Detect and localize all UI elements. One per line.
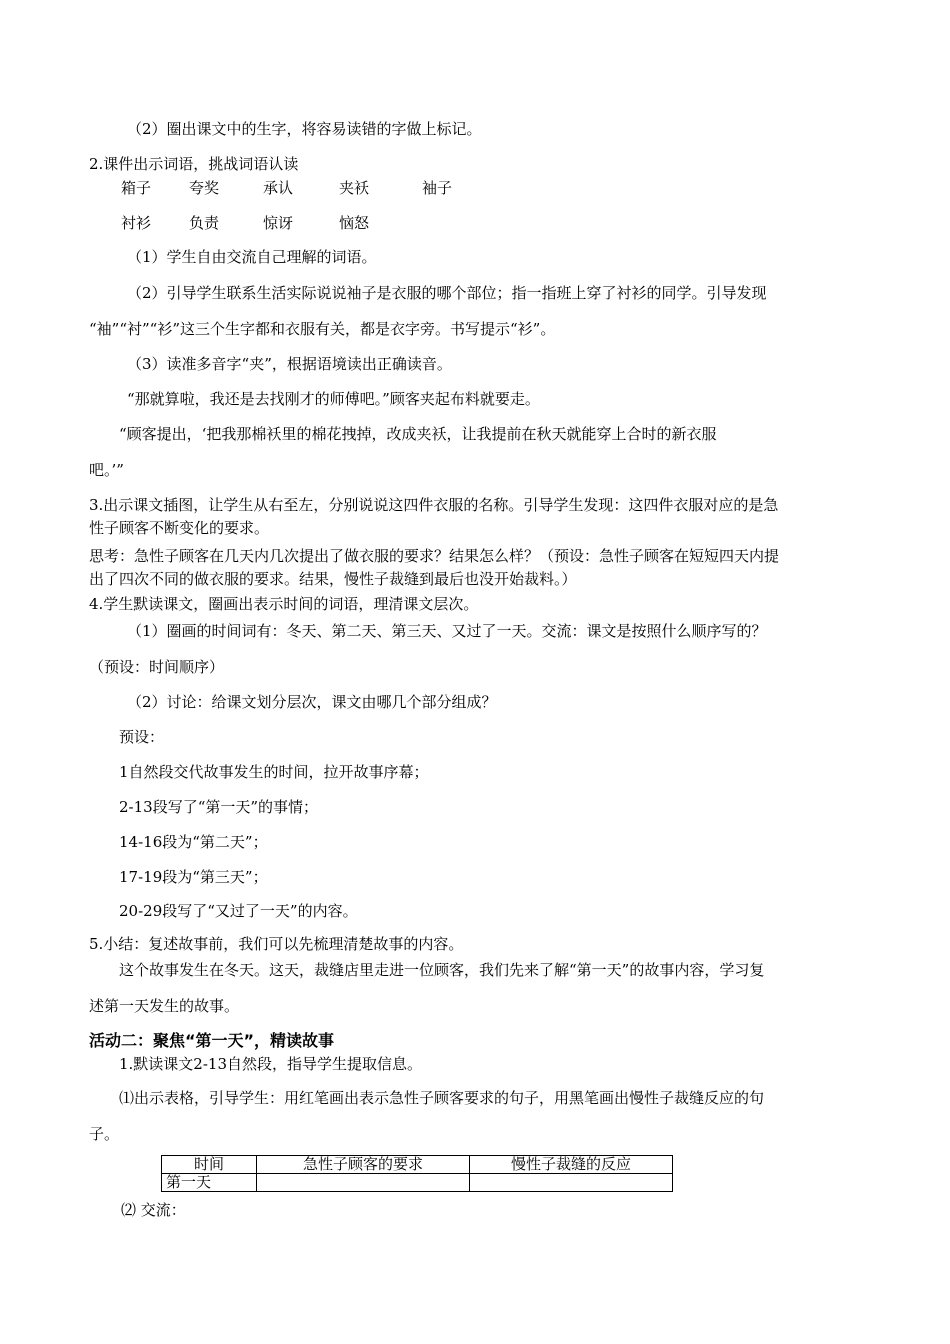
word: 衬衫	[121, 214, 152, 232]
text-line: 17-19段为“第三天”；	[119, 868, 268, 886]
text-line: 出了四次不同的做衣服的要求。结果，慢性子裁缝到最后也没开始裁料。）	[89, 570, 577, 588]
word: 箱子	[121, 179, 152, 197]
table-header-cell: 慢性子裁缝的反应	[470, 1156, 673, 1174]
word: 夸奖	[189, 179, 220, 197]
text-line: 思考：急性子顾客在几天内几次提出了做衣服的要求？结果怎么样？（预设：急性子顾客在短短四天内提	[89, 547, 780, 565]
record-table	[161, 1155, 673, 1192]
text-line: ⑴出示表格，引导学生：用红笔画出表示急性子顾客要求的句子，用黑笔画出慢性子裁缝反应的句	[119, 1089, 765, 1107]
word: 承认	[263, 179, 294, 197]
table-row	[162, 1174, 673, 1192]
text-line: ⑵ 交流：	[121, 1201, 186, 1219]
text-line: 3.出示课文插图，让学生从右至左，分别说说这四件衣服的名称。引导学生发现：这四件衣服对应的是急	[89, 496, 779, 514]
section-heading: 活动二：聚焦“第一天”，精读故事	[89, 1031, 335, 1050]
text-line: 2.课件出示词语，挑战词语认读	[89, 155, 299, 173]
text-line: （1）圈画的时间词有：冬天、第二天、第三天、又过了一天。交流：课文是按照什么顺序写的？	[127, 622, 767, 640]
text-line: 2-13段写了“第一天”的事情；	[119, 798, 319, 816]
text-line: 1自然段交代故事发生的时间，拉开故事序幕；	[119, 763, 429, 781]
text-line: 吧。’”	[89, 461, 124, 479]
word: 夹袄	[339, 179, 370, 197]
text-line: 这个故事发生在冬天。这天，裁缝店里走进一位顾客，我们先来了解“第一天”的故事内容，学习复	[119, 961, 765, 979]
text-line: “那就算啦，我还是去找刚才的师傅吧。”顾客夹起布料就要走。	[127, 390, 540, 408]
text-line: （3）读准多音字“夹”，根据语境读出正确读音。	[127, 355, 452, 373]
table-cell	[257, 1174, 470, 1192]
text-line: 5.小结：复述故事前，我们可以先梳理清楚故事的内容。	[89, 935, 464, 953]
table-cell: 第一天	[162, 1174, 257, 1192]
word: 袖子	[422, 179, 453, 197]
table-header-row	[162, 1156, 673, 1174]
text-line: （预设：时间顺序）	[89, 658, 225, 676]
text-line: 述第一天发生的故事。	[89, 997, 240, 1015]
text-line: （2）引导学生联系生活实际说说袖子是衣服的哪个部位；指一指班上穿了衬衫的同学。引导发现	[127, 284, 767, 302]
text-line: 4.学生默读课文，圈画出表示时间的词语，理清课文层次。	[89, 595, 479, 613]
text-line: （2）圈出课文中的生字，将容易读错的字做上标记。	[127, 120, 482, 138]
table-cell	[470, 1174, 673, 1192]
text-line: 性子顾客不断变化的要求。	[89, 519, 270, 537]
table-header-cell: 时间	[162, 1156, 257, 1174]
text-line: 子。	[89, 1125, 120, 1143]
text-line: 20-29段写了“又过了一天”的内容。	[119, 902, 358, 920]
table-header-cell: 急性子顾客的要求	[257, 1156, 470, 1174]
word: 恼怒	[339, 214, 370, 232]
word: 负责	[189, 214, 220, 232]
text-line: “顾客提出，‘把我那棉袄里的棉花拽掉，改成夹袄，让我提前在秋天就能穿上合时的新衣服	[119, 425, 717, 443]
text-line: 14-16段为“第二天”；	[119, 833, 268, 851]
text-line: 预设：	[119, 728, 165, 746]
text-line: “袖”“衬”“衫”这三个生字都和衣服有关，都是衣字旁。书写提示“衫”。	[89, 320, 556, 338]
text-line: 1.默读课文2-13自然段，指导学生提取信息。	[119, 1055, 423, 1073]
word: 惊讶	[263, 214, 294, 232]
text-line: （1）学生自由交流自己理解的词语。	[127, 248, 377, 266]
text-line: （2）讨论：给课文划分层次，课文由哪几个部分组成？	[127, 693, 497, 711]
